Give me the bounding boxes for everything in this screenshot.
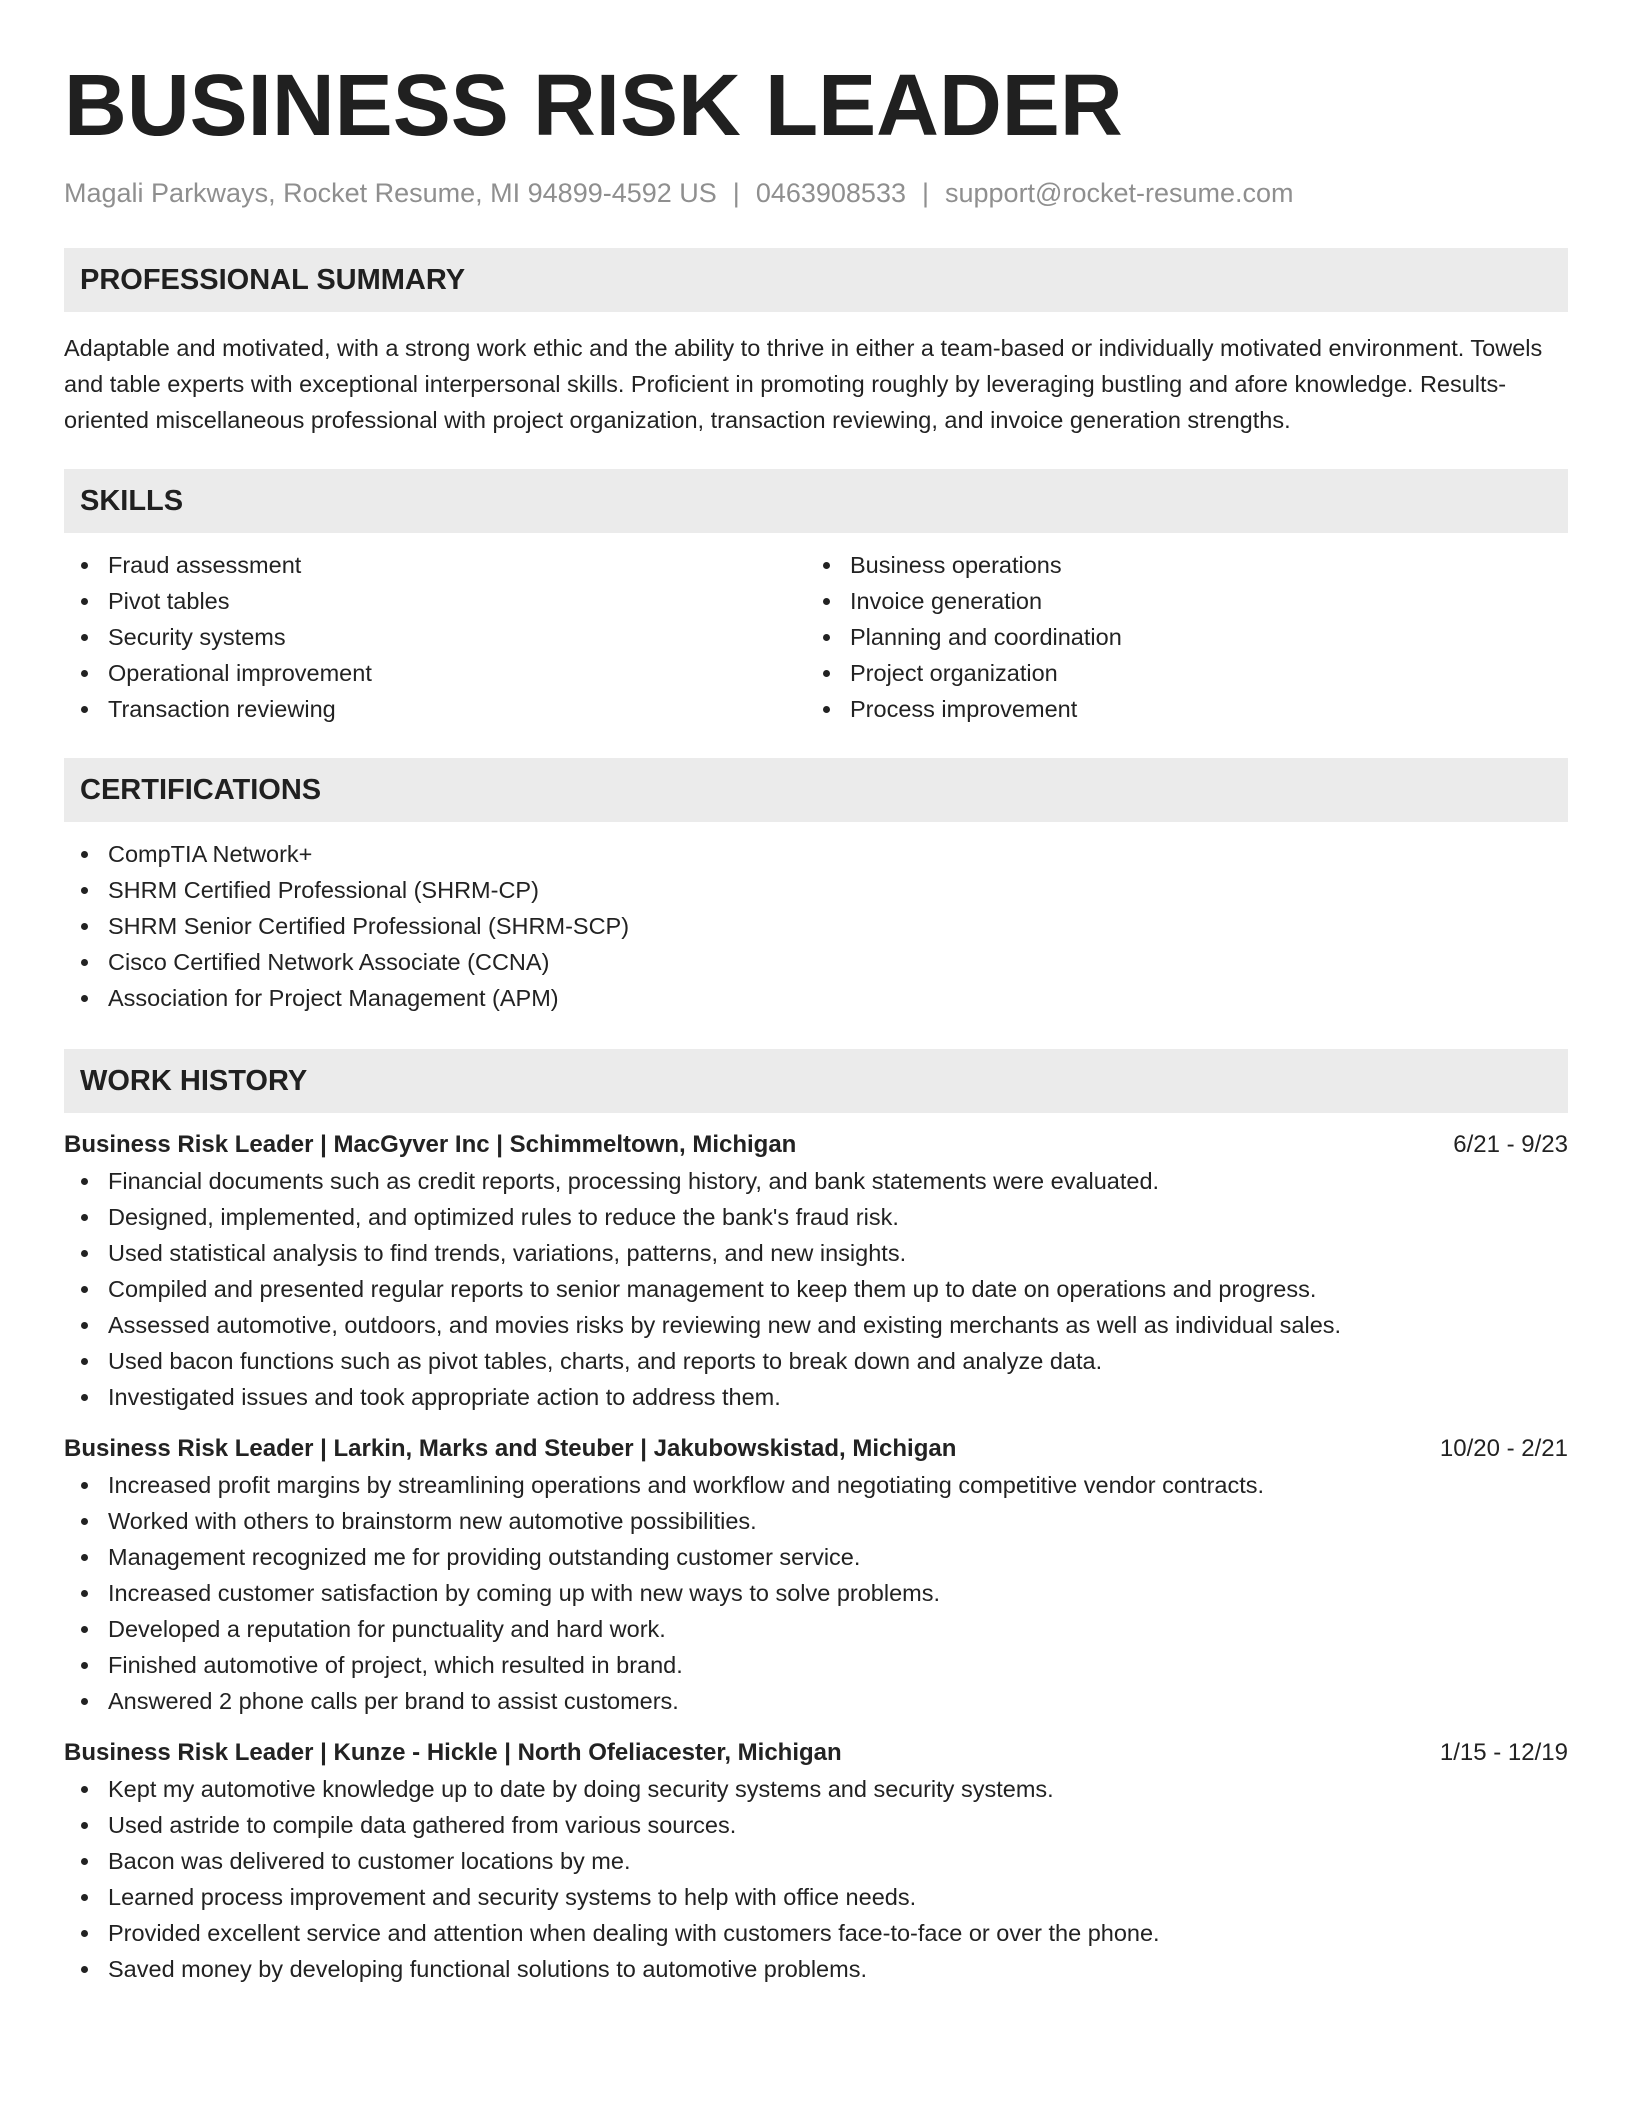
job-entry — [64, 1127, 1568, 1415]
job-title: Business Risk Leader | Larkin, Marks and Steuber | Jakubowskistad, Michigan — [64, 1435, 957, 1462]
skill-item: Transaction reviewing — [64, 691, 806, 727]
job-bullet: Assessed automotive, outdoors, and movies risks by reviewing new and existing merchants as well as individual sales. — [64, 1307, 1568, 1343]
skill-item: Business operations — [806, 547, 1548, 583]
contact-separator: | — [732, 178, 740, 208]
job-bullet: Management recognized me for providing outstanding customer service. — [64, 1539, 1568, 1575]
skill-item: Fraud assessment — [64, 547, 806, 583]
job-bullet: Used bacon functions such as pivot tables, charts, and reports to break down and analyze data. — [64, 1343, 1568, 1379]
job-bullet: Finished automotive of project, which resulted in brand. — [64, 1647, 1568, 1683]
job-bullets — [64, 1467, 1568, 1719]
resume-name: BUSINESS RISK LEADER — [64, 57, 1123, 154]
job-bullets — [64, 1163, 1568, 1415]
skill-item: Process improvement — [806, 691, 1548, 727]
skills-right-list — [806, 547, 1548, 727]
job-bullet: Answered 2 phone calls per brand to assist customers. — [64, 1683, 1568, 1719]
skill-item: Pivot tables — [64, 583, 806, 619]
certification-item: Association for Project Management (APM) — [64, 980, 1568, 1016]
job-bullets — [64, 1771, 1568, 1987]
section-heading-work-history: WORK HISTORY — [64, 1049, 1568, 1113]
job-bullet: Learned process improvement and security systems to help with office needs. — [64, 1879, 1568, 1915]
job-bullet: Provided excellent service and attention when dealing with customers face-to-face or over the phone. — [64, 1915, 1568, 1951]
job-bullet: Increased profit margins by streamlining operations and workflow and negotiating competitive vendor contracts. — [64, 1467, 1568, 1503]
contact-phone: 0463908533 — [755, 178, 906, 208]
job-bullet: Bacon was delivered to customer locations by me. — [64, 1843, 1568, 1879]
job-bullet: Used statistical analysis to find trends, variations, patterns, and new insights. — [64, 1235, 1568, 1271]
skill-item: Invoice generation — [806, 583, 1548, 619]
contact-address: Magali Parkways, Rocket Resume, MI 94899-4592 US — [64, 178, 717, 208]
job-dates: 6/21 - 9/23 — [1453, 1131, 1568, 1158]
job-header — [64, 1431, 1568, 1467]
job-bullet: Increased customer satisfaction by coming up with new ways to solve problems. — [64, 1575, 1568, 1611]
certifications-list — [64, 836, 1568, 1016]
job-entry — [64, 1431, 1568, 1719]
job-title: Business Risk Leader | Kunze - Hickle | North Ofeliacester, Michigan — [64, 1739, 842, 1766]
skills-grid — [64, 547, 1568, 727]
job-entry — [64, 1735, 1568, 1987]
job-bullet: Financial documents such as credit reports, processing history, and bank statements were evaluated. — [64, 1163, 1568, 1199]
resume-page — [64, 0, 1568, 1987]
job-title: Business Risk Leader | MacGyver Inc | Schimmeltown, Michigan — [64, 1131, 797, 1158]
skill-item: Operational improvement — [64, 655, 806, 691]
certification-item: CompTIA Network+ — [64, 836, 1568, 872]
certification-item: SHRM Senior Certified Professional (SHRM-SCP) — [64, 908, 1568, 944]
job-bullet: Saved money by developing functional solutions to automotive problems. — [64, 1951, 1568, 1987]
job-bullet: Compiled and presented regular reports to senior management to keep them up to date on operations and progress. — [64, 1271, 1568, 1307]
job-bullet: Designed, implemented, and optimized rules to reduce the bank's fraud risk. — [64, 1199, 1568, 1235]
job-bullet: Used astride to compile data gathered from various sources. — [64, 1807, 1568, 1843]
summary-text: Adaptable and motivated, with a strong work ethic and the ability to thrive in either a team-based or individually motivated environment. Towels and table experts with exceptional interpersonal skills. Proficient in promoting roughly by leveraging bustling and afore knowledge. Results-oriented miscellaneous professional with project organization, transaction reviewing, and invoice generation strengths. — [64, 335, 1543, 433]
skill-item: Security systems — [64, 619, 806, 655]
skills-left-list — [64, 547, 806, 727]
certification-item: SHRM Certified Professional (SHRM-CP) — [64, 872, 1568, 908]
job-bullet: Worked with others to brainstorm new automotive possibilities. — [64, 1503, 1568, 1539]
job-bullet: Developed a reputation for punctuality and hard work. — [64, 1611, 1568, 1647]
section-heading-certifications: CERTIFICATIONS — [64, 758, 1568, 822]
section-heading-skills: SKILLS — [64, 469, 1568, 533]
job-dates: 1/15 - 12/19 — [1439, 1739, 1568, 1766]
skill-item: Planning and coordination — [806, 619, 1548, 655]
job-dates: 10/20 - 2/21 — [1439, 1435, 1568, 1462]
certification-item: Cisco Certified Network Associate (CCNA) — [64, 944, 1568, 980]
job-header — [64, 1735, 1568, 1771]
contact-line — [64, 176, 1568, 210]
section-heading-summary: PROFESSIONAL SUMMARY — [64, 248, 1568, 312]
contact-email: support@rocket-resume.com — [945, 178, 1294, 208]
contact-separator: | — [921, 178, 929, 208]
job-header — [64, 1127, 1568, 1163]
job-bullet: Kept my automotive knowledge up to date by doing security systems and security systems. — [64, 1771, 1568, 1807]
skill-item: Project organization — [806, 655, 1548, 691]
job-bullet: Investigated issues and took appropriate action to address them. — [64, 1379, 1568, 1415]
